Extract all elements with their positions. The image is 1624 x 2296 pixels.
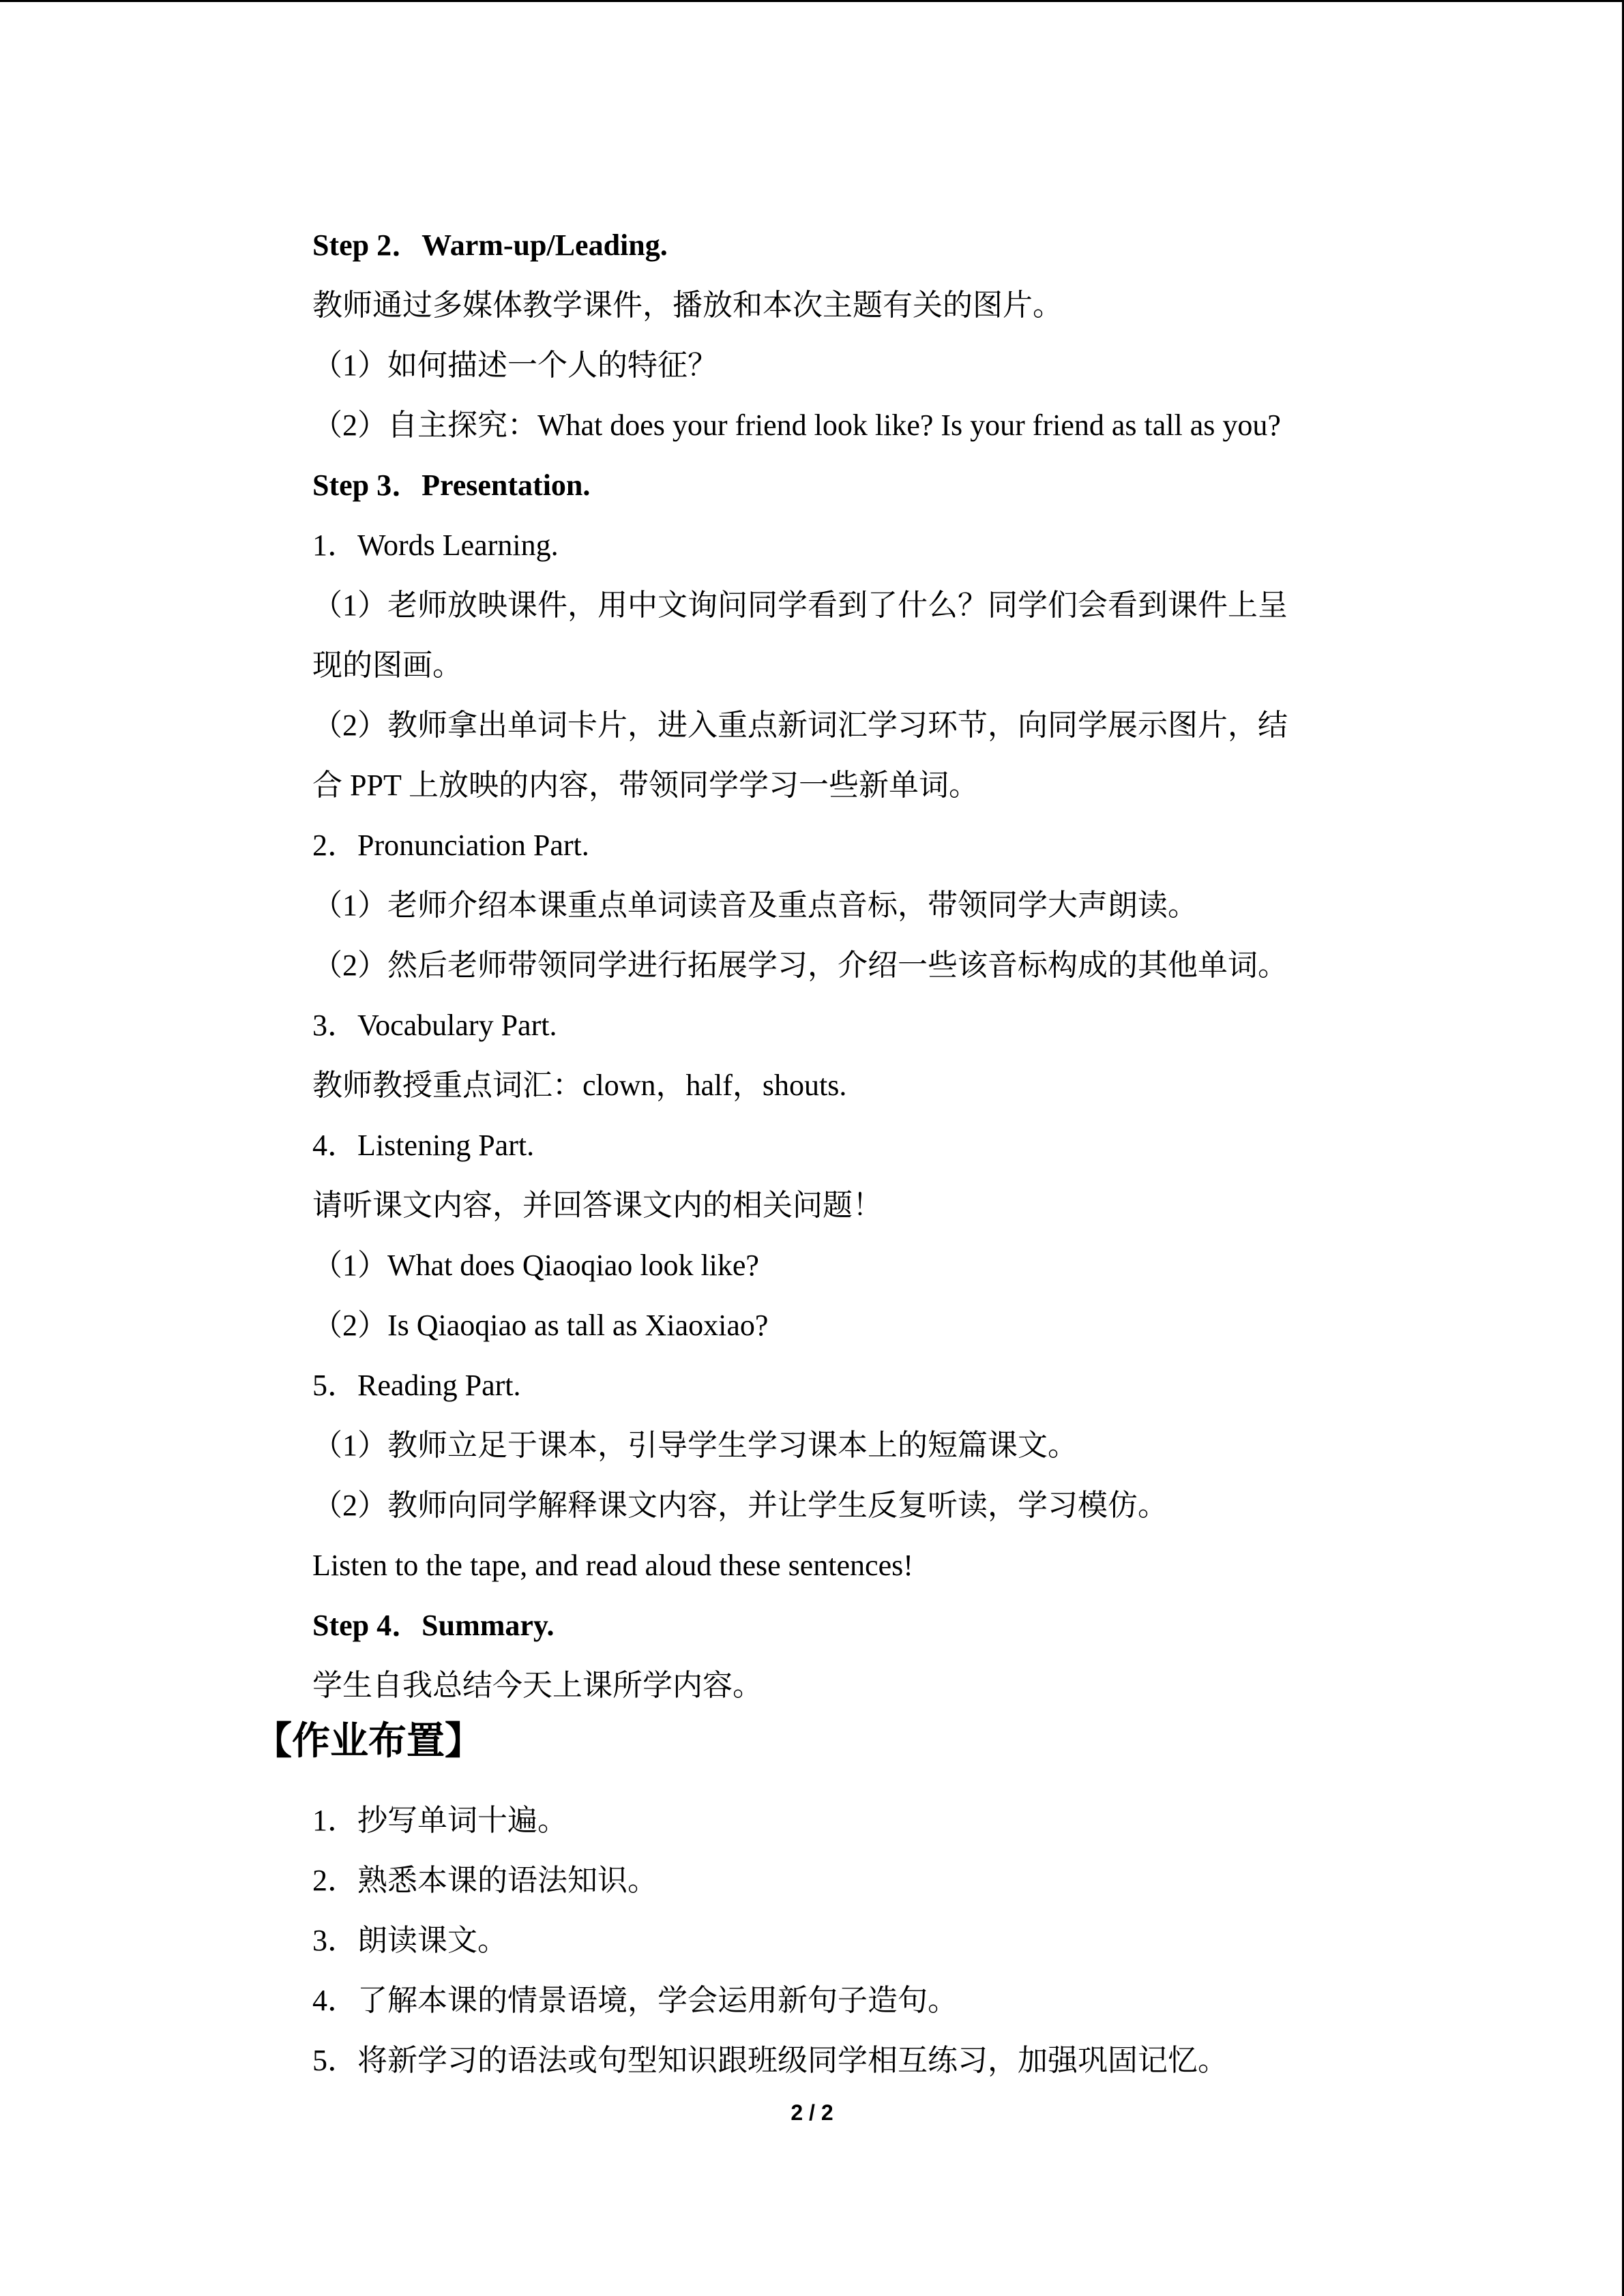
text-line: （1）老师放映课件，用中文询问同学看到了什么？同学们会看到课件上呈 <box>312 588 1288 622</box>
text-line: 学生自我总结今天上课所学内容。 <box>312 1669 763 1702</box>
homework-item: 1．抄写单词十遍。 <box>312 1804 567 1837</box>
text-line: （1）老师介绍本课重点单词读音及重点音标，带领同学大声朗读。 <box>312 889 1198 922</box>
page-top-border <box>0 0 1624 2</box>
text-line: （1）What does Qiaoqiao look like? <box>312 1249 759 1282</box>
text-line: Listen to the tape, and read aloud these sentences! <box>312 1549 913 1582</box>
text-line: 教师通过多媒体教学课件，播放和本次主题有关的图片。 <box>312 288 1063 322</box>
text-line: 教师教授重点词汇：clown，half，shouts. <box>312 1069 847 1102</box>
text-line: （1）教师立足于课本，引导学生学习课本上的短篇课文。 <box>312 1429 1078 1462</box>
homework-item: 2．熟悉本课的语法知识。 <box>312 1864 658 1897</box>
text-line: 5．Reading Part. <box>312 1369 521 1402</box>
homework-list <box>312 1791 1390 2091</box>
text-line: 现的图画。 <box>312 648 462 682</box>
text-line: 4．Listening Part. <box>312 1129 535 1162</box>
text-line: （2）然后老师带领同学进行拓展学习，介绍一些该音标构成的其他单词。 <box>312 949 1288 982</box>
text-line: 2．Pronunciation Part. <box>312 829 589 862</box>
step-heading: Step 3．Presentation. <box>312 468 591 502</box>
text-line: （2）教师拿出单词卡片，进入重点新词汇学习环节，向同学展示图片，结 <box>312 709 1288 742</box>
text-line: （2）Is Qiaoqiao as tall as Xiaoxiao? <box>312 1309 769 1342</box>
homework-item: 3．朗读课文。 <box>312 1924 507 1957</box>
text-line: （2）自主探究：What does your friend look like? Is your friend as tall as you? <box>312 408 1281 442</box>
homework-heading: 【作业布置】 <box>254 1719 483 1763</box>
homework-item: 4．了解本课的情景语境，学会运用新句子造句。 <box>312 1984 958 2017</box>
homework-item: 5．将新学习的语法或句型知识跟班级同学相互练习，加强巩固记忆。 <box>312 2044 1228 2077</box>
text-line: （2）教师向同学解释课文内容，并让学生反复听读，学习模仿。 <box>312 1489 1168 1522</box>
step-heading: Step 4．Summary. <box>312 1609 555 1642</box>
text-line: 1．Words Learning. <box>312 528 559 562</box>
lesson-steps-body <box>312 215 1390 1716</box>
page-number: 2 / 2 <box>791 2100 833 2125</box>
step-heading: Step 2．Warm-up/Leading. <box>312 228 668 262</box>
text-line: 合 PPT 上放映的内容，带领同学学习一些新单词。 <box>312 769 979 802</box>
text-line: 请听课文内容，并回答课文内的相关问题！ <box>312 1189 883 1222</box>
text-line: 3．Vocabulary Part. <box>312 1009 557 1042</box>
text-line: （1）如何描述一个人的特征？ <box>312 348 718 382</box>
